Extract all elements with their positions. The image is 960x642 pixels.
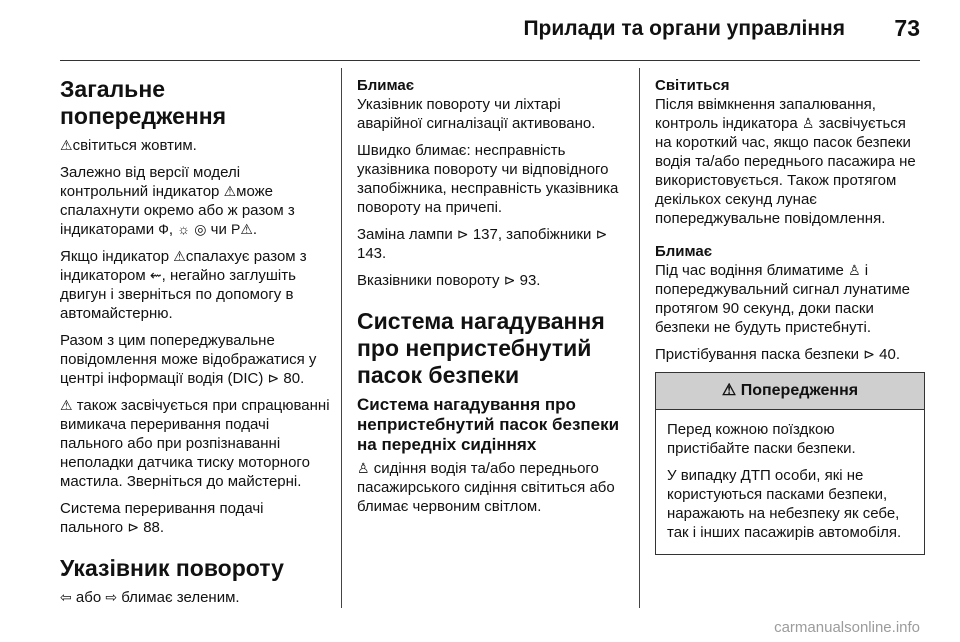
section-heading-turn-signal: Указівник повороту xyxy=(60,555,284,581)
page-reference-icon: ⊳ xyxy=(863,346,875,362)
subheading-blinks: Блимає xyxy=(655,243,713,260)
light-indicator-icon: ☼ xyxy=(177,221,191,237)
paragraph: Вказівники повороту ⊳ 93. xyxy=(357,272,541,289)
paragraph: ♙ сидіння водія та/або переднього пасажирського сидіння світиться або блимає червоним світлом. xyxy=(357,460,615,515)
brake-indicator-icon: Ф xyxy=(158,221,169,237)
park-assist-warning-icon: P⚠ xyxy=(231,221,253,237)
section-heading-seatbelt-reminder: Система нагадування про непристебнутий пасок безпеки xyxy=(357,308,605,388)
warning-triangle-icon: ⚠ xyxy=(223,183,237,199)
warning-box-header xyxy=(656,373,924,410)
paragraph: ⇦ або ⇨ блимає зеленим. xyxy=(60,589,240,606)
warning-triangle-icon: ⚠ xyxy=(60,137,73,153)
warning-triangle-icon: ⚠ xyxy=(173,248,186,264)
subheading-front-seats: Система нагадування про непристебнутий пасок безпеки на передніх сидіннях xyxy=(357,395,620,454)
seatbelt-icon: ♙ xyxy=(801,115,815,131)
warning-triangle-icon: ⚠ xyxy=(60,397,73,413)
paragraph: Заміна лампи ⊳ 137, запобіжники ⊳ 143. xyxy=(357,226,608,262)
paragraph: У випадку ДТП особи, які не користуються пасками безпеки, наражають на небезпеку як себе, так і інших пасажирів автомобіля. xyxy=(667,467,902,541)
warning-box xyxy=(655,372,925,555)
watermark: carmanualsonline.info xyxy=(774,619,920,636)
paragraph: Під час водіння блиматиме ♙ і попереджувальний сигнал лунатиме протягом 90 секунд, доки паски безпеки не будуть пристебнуті. xyxy=(655,262,911,336)
subheading-lit: Світиться xyxy=(655,77,730,94)
page-number: 73 xyxy=(894,15,920,41)
paragraph: ⚠світиться жовтим. xyxy=(60,137,197,154)
column-divider-2 xyxy=(639,68,640,608)
paragraph: Залежно від версії моделі контрольний індикатор ⚠може спалахнути окремо або ж разом з індикаторами Ф, ☼ ◎ чи P⚠. xyxy=(60,164,295,238)
paragraph: Після ввімкнення запалювання, контроль індикатора ♙ засвічується на короткий час, якщо пасок безпеки водія та/або переднього пасажира не використовується. Також протягом декількох секунд лунає попереджувальне повідомлення. xyxy=(655,96,916,227)
column-3 xyxy=(655,76,925,555)
column-2 xyxy=(357,76,627,524)
paragraph: Швидко блимає: несправність указівника повороту чи відповідного запобіжника, несправність указівника повороту на причепі. xyxy=(357,142,619,216)
header-divider xyxy=(60,60,920,61)
oil-pressure-icon: ⇜ xyxy=(149,267,162,283)
turn-right-arrow-icon: ⇨ xyxy=(105,589,118,605)
page-reference-icon: ⊳ xyxy=(503,272,516,288)
warning-box-body xyxy=(656,410,924,554)
seatbelt-icon: ♙ xyxy=(357,460,370,476)
paragraph: Перед кожною поїздкою пристібайте паски безпеки. xyxy=(667,421,856,457)
paragraph: ⚠ також засвічується при спрацюванні вимикача переривання подачі пального або при розпізнаванні неполадки датчика тиску моторного мастила. Зверніться до майстерні. xyxy=(60,397,330,490)
turn-left-arrow-icon: ⇦ xyxy=(60,589,72,605)
column-1 xyxy=(60,76,330,615)
warning-triangle-icon: ⚠ xyxy=(721,382,737,399)
paragraph: Указівник повороту чи ліхтарі аварійної сигналізації активовано. xyxy=(357,96,596,132)
page-reference-icon: ⊳ xyxy=(456,226,469,242)
page-reference-icon: ⊳ xyxy=(267,370,280,386)
paragraph: Разом з цим попереджувальне повідомлення може відображатися у центрі інформації водія (DIC) ⊳ 80. xyxy=(60,332,317,387)
section-heading-general-warning: Загальне попередження xyxy=(60,76,227,129)
paragraph: Пристібування паска безпеки ⊳ 40. xyxy=(655,346,900,363)
engine-indicator-icon: ◎ xyxy=(194,221,207,237)
paragraph: Якщо індикатор ⚠спалахує разом з індикатором ⇜, негайно заглушіть двигун і зверніться по допомогу в автомайстерню. xyxy=(60,248,307,322)
paragraph: Система переривання подачі пального ⊳ 88. xyxy=(60,500,264,536)
page-reference-icon: ⊳ xyxy=(127,519,140,535)
page-reference-icon: ⊳ xyxy=(595,226,608,242)
column-divider-1 xyxy=(341,68,342,608)
subheading-blinks: Блимає xyxy=(357,77,415,94)
seatbelt-icon: ♙ xyxy=(848,262,861,278)
page-title: Прилади та органи управління xyxy=(523,17,845,40)
page-header xyxy=(0,0,960,62)
warning-box-title: Попередження xyxy=(740,382,859,399)
